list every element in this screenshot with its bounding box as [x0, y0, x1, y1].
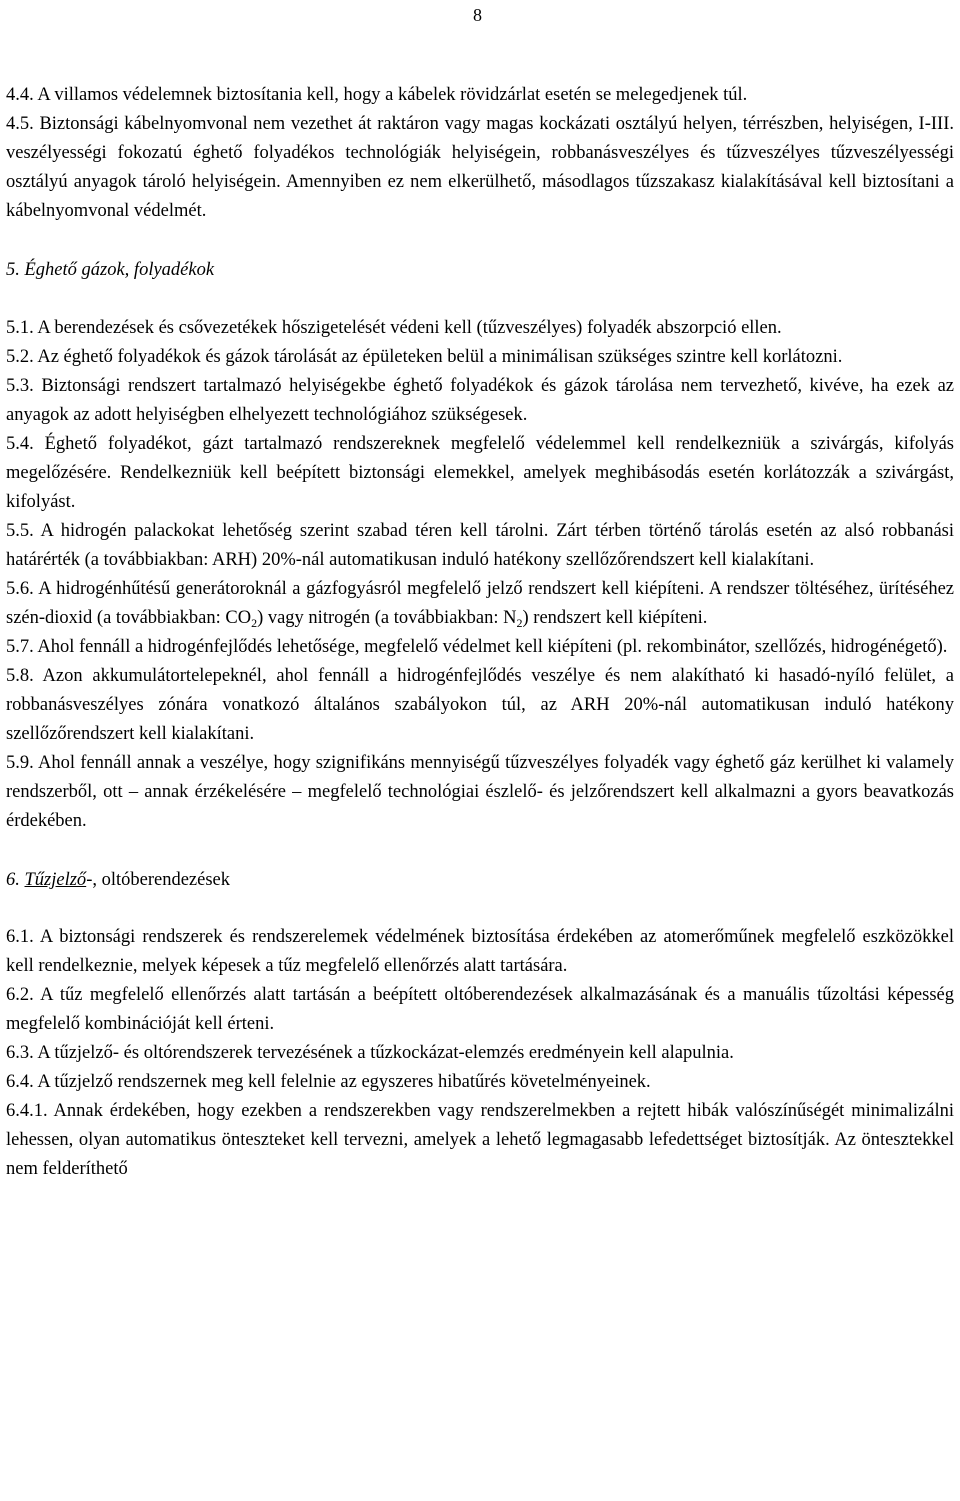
- section-5-heading: 5. Éghető gázok, folyadékok: [6, 260, 215, 280]
- paragraph-6-4-1: 6.4.1. Annak érdekében, hogy ezekben a rendszerekben vagy rendszerelmekben a rejtett hibák valószínűségét minimalizálni lehessen, olyan automatikus önteszteket kell tervezni, amelyek a lehető legmagasabb lefedettséget biztosítják. Az öntesztekkel nem felderíthető: [6, 1101, 954, 1179]
- paragraph-5-2: 5.2. Az éghető folyadékok és gázok tárolását az épületeken belül a minimálisan szükséges szintre kell korlátozni.: [6, 347, 843, 367]
- document-body: [6, 81, 954, 1184]
- paragraph-6-4: 6.4. A tűzjelző rendszernek meg kell felelnie az egyszeres hibatűrés követelményeinek.: [6, 1072, 651, 1092]
- paragraph-5-8: 5.8. Azon akkumulátortelepeknél, ahol fennáll a hidrogénfejlődés veszélye és nem alakítható ki hasadó-nyíló felület, a robbanásveszélyes zónára vonatkozó általános szabályokon túl, az ARH 20%-nál automatikusan induló hatékony szellőzőrendszert kell kialakítani.: [6, 666, 954, 744]
- page-number: 8: [473, 5, 482, 25]
- co2-subscript: 2: [251, 616, 258, 630]
- paragraph-6-1: 6.1. A biztonsági rendszerek és rendszerelemek védelmének biztosítása érdekében az atomerőműnek megfelelő eszközökkel kell rendelkeznie, melyek képesek a tűz megfelelő ellenőrzés alatt tartására.: [6, 927, 954, 976]
- paragraph-5-5: 5.5. A hidrogén palackokat lehetőség szerint szabad téren kell tárolni. Zárt térben történő tárolás esetén az alsó robbanási határérték (a továbbiakban: ARH) 20%-nál automatikusan induló hatékony szellőzőrendszert kell kialakítani.: [6, 521, 954, 570]
- paragraph-4-5: 4.5. Biztonsági kábelnyomvonal nem vezethet át raktáron vagy magas kockázati osztályú helyen, térrészben, helyiségen, I-III. veszélyességi fokozatú éghető folyadékos technológiák helyiségein, robbanásveszélyes és tűzveszélyes tűzveszélyességi osztályú anyagok tároló helyiségein. Amennyiben ez nem elkerülhető, másodlagos tűzszakasz kialakításával kell biztosítani a kábelnyomvonal védelmét.: [6, 114, 954, 221]
- paragraph-5-6-part1: 5.6. A hidrogénhűtésű generátoroknál a gázfogyásról megfelelő jelző rendszert kell kiépíteni. A rendszer töltéséhez, ürítéséhez szén-dioxid (a továbbiakban: CO: [6, 579, 954, 628]
- paragraph-5-3: 5.3. Biztonsági rendszert tartalmazó helyiségekbe éghető folyadékok és gázok tárolása nem tervezhető, kivéve, ha ezek az anyagok az adott helyiségben elhelyezett technológiához szükségesek.: [6, 376, 954, 425]
- paragraph-5-9: 5.9. Ahol fennáll annak a veszélye, hogy szignifikáns mennyiségű tűzveszélyes folyadék vagy éghető gáz kerülhet ki valamely rendszerből, ott – annak érzékelésére – megfelelő technológiai észlelő- és jelzőrendszert kell alkalmazni a gyors beavatkozás érdekében.: [6, 753, 954, 831]
- section-6-title-italic: Tűzjelző: [24, 870, 87, 890]
- paragraph-6-2: 6.2. A tűz megfelelő ellenőrzés alatt tartásán a beépített oltóberendezések alkalmazásának és a manuális tűzoltási képesség megfelelő kombinációját kell érteni.: [6, 985, 954, 1034]
- paragraph-5-6: [6, 575, 954, 633]
- paragraph-5-4: 5.4. Éghető folyadékot, gázt tartalmazó rendszereknek megfelelő védelemmel kell rendelkezniük a szivárgás, kifolyás megelőzésére. Rendelkezniük kell beépített biztonsági elemekkel, amelyek meghibásodás esetén korlátozzák a szivárgást, kifolyást.: [6, 434, 954, 512]
- paragraph-5-6-part3: ) rendszert kell kiépíteni.: [522, 608, 708, 628]
- paragraph-6-3: 6.3. A tűzjelző- és oltórendszerek tervezésének a tűzkockázat-elemzés eredményein kell alapulnia.: [6, 1043, 734, 1063]
- section-6-title-rest: -, oltóberendezések: [86, 870, 231, 890]
- paragraph-5-7: 5.7. Ahol fennáll a hidrogénfejlődés lehetősége, megfelelő védelmet kell kiépíteni (pl. rekombinátor, szellőzés, hidrogénégető).: [6, 637, 948, 657]
- paragraph-5-1: 5.1. A berendezések és csővezetékek hőszigetelését védeni kell (tűzveszélyes) folyadék abszorpció ellen.: [6, 318, 782, 338]
- section-6-heading: [6, 866, 954, 895]
- paragraph-4-4: 4.4. A villamos védelemnek biztosítania kell, hogy a kábelek rövidzárlat esetén se melegedjenek túl.: [6, 85, 748, 105]
- n2-subscript: 2: [516, 616, 523, 630]
- section-6-number: 6.: [6, 870, 25, 890]
- paragraph-5-6-part2: ) vagy nitrogén (a továbbiakban: N: [257, 608, 517, 628]
